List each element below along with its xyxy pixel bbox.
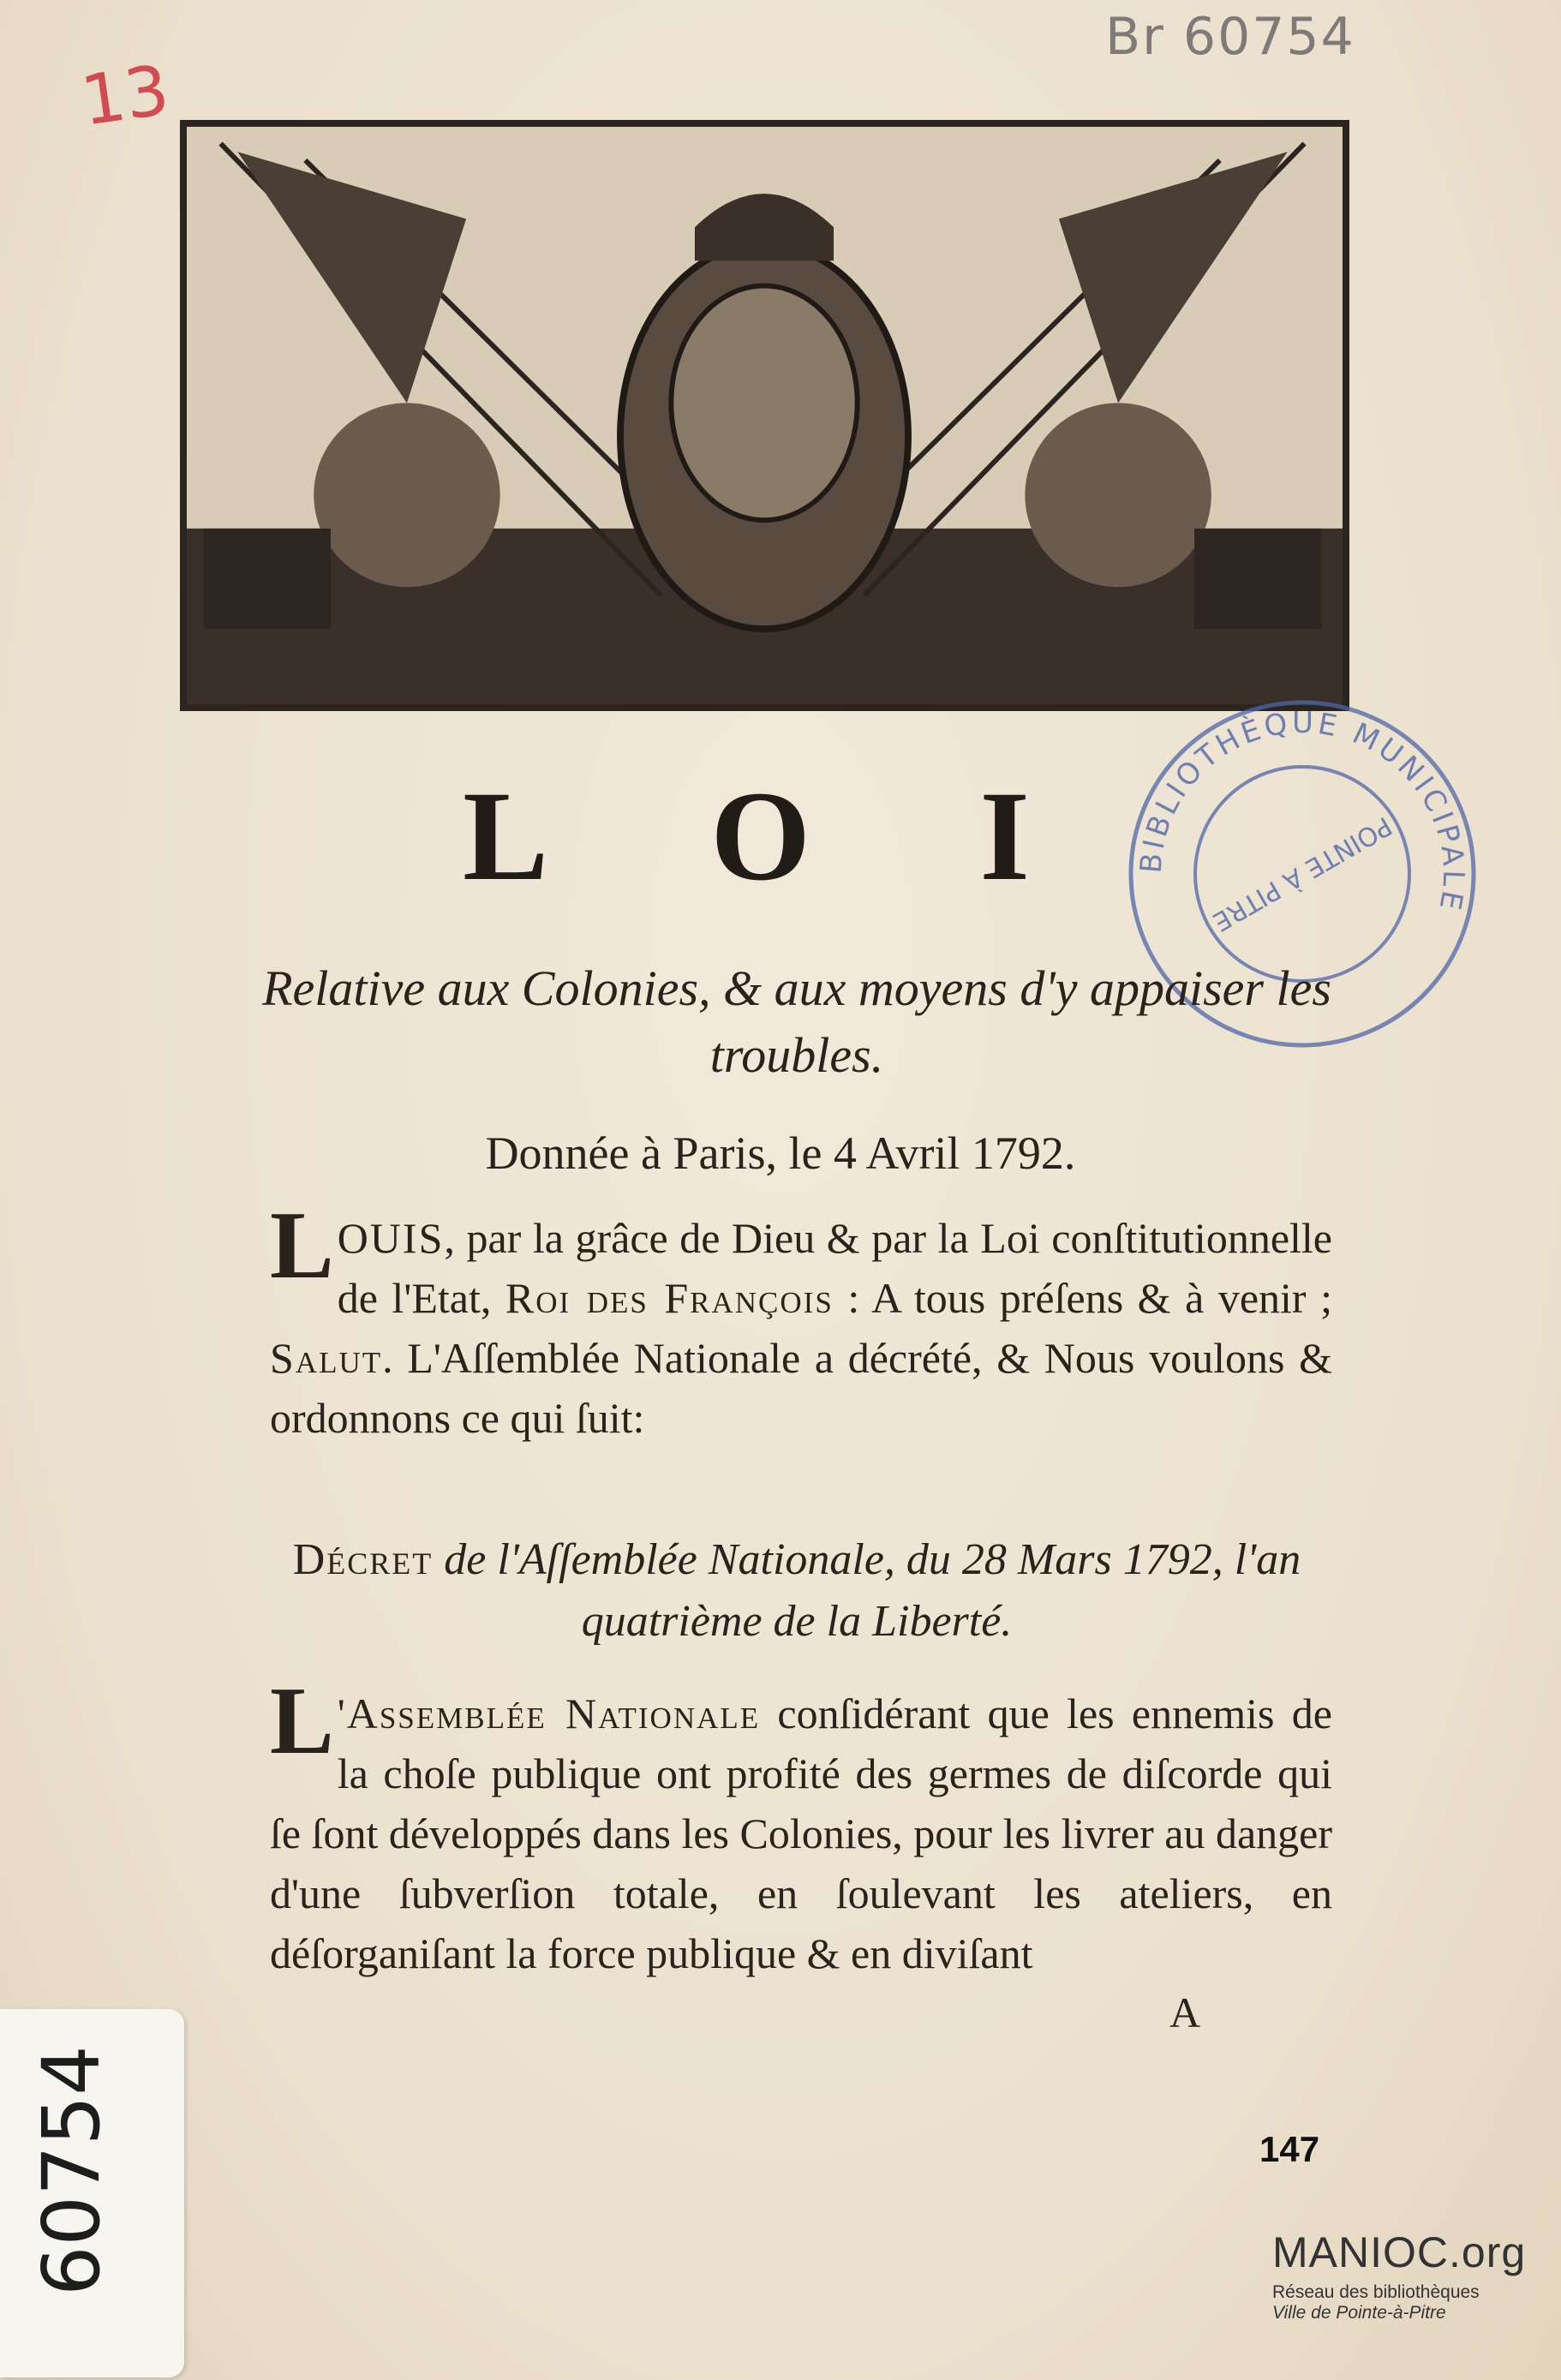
woodcut-illustration bbox=[180, 120, 1349, 711]
signature-mark: A bbox=[1169, 1988, 1201, 2036]
royal-preamble-paragraph bbox=[270, 1193, 1332, 1448]
drop-cap: L bbox=[270, 1193, 334, 1299]
document-subtitle: Relative aux Colonies, & aux moyens d'y appaiser les troubles. bbox=[262, 960, 1331, 1083]
manioc-logo: MANIOC.org bbox=[1272, 2228, 1527, 2276]
preamble-text-1: , par la grâce de Dieu & par la Loi conſtitutionnelle de l'Etat, bbox=[337, 1214, 1332, 1322]
stamp-outer-text: BIBLIOTHÈQUE MUNICIPALE bbox=[1133, 705, 1471, 916]
decree-lead: Décret bbox=[292, 1535, 434, 1584]
decree-body-text: conſidérant que les ennemis de la choſe publique ont profité des germes de diſcorde qui ſe ſont développés dans les Colonies, pour les livrer au danger d'une ſubverſion totale, en ſoulevant les ateliers, en déſorganiſant la force publique & en diviſant bbox=[270, 1689, 1332, 1977]
royal-arms-icon bbox=[187, 127, 1343, 704]
dateline: Donnée à Paris, le 4 Avril 1792. bbox=[485, 1127, 1076, 1179]
decree-heading bbox=[257, 1529, 1337, 1653]
red-annotation: 13 bbox=[76, 50, 174, 141]
shelf-label bbox=[0, 2009, 184, 2377]
call-number: Br 60754 bbox=[1105, 7, 1355, 67]
document-title: L O I bbox=[463, 765, 1098, 907]
decree-body-paragraph bbox=[270, 1668, 1332, 1983]
stamp-inner-text: POINTE À PITRE bbox=[1207, 810, 1397, 937]
decree-body-lead: 'Assemblée Nationale bbox=[337, 1689, 761, 1737]
drop-cap: L bbox=[270, 1668, 334, 1774]
manioc-footer bbox=[1272, 2228, 1526, 2323]
manioc-city-line: Ville de Pointe-à-Pitre bbox=[1272, 2303, 1446, 2323]
shelf-label-number: 60754 bbox=[26, 2045, 117, 2296]
manioc-network-line: Réseau des bibliothèques bbox=[1272, 2282, 1480, 2302]
preamble-text-2: : A tous préſens & à venir ; bbox=[833, 1274, 1332, 1322]
preamble-roi: Roi des François bbox=[505, 1274, 834, 1322]
preamble-lead: OUIS bbox=[337, 1214, 445, 1262]
preamble-salut: Salut bbox=[270, 1334, 383, 1382]
decree-heading-text: de l'Aſſemblée Nationale, du 28 Mars 1792, l'an quatrième de la Liberté. bbox=[433, 1535, 1301, 1646]
page-number: 147 bbox=[1259, 2129, 1320, 2169]
preamble-text-3: . L'Aſſemblée Nationale a décrété, & Nous voulons & ordonnons ce qui ſuit: bbox=[270, 1334, 1332, 1442]
